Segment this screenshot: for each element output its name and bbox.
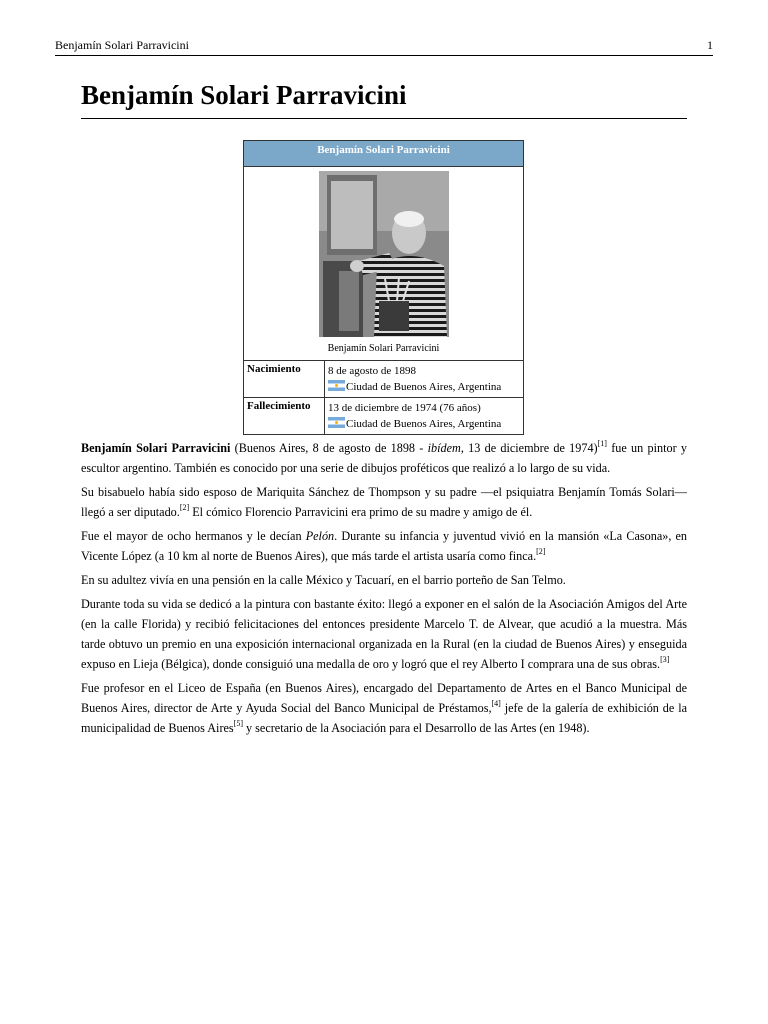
- paragraph-4: En su adultez vivía en una pensión en la calle México y Tacuarí, en el barrio porteño de San Telmo.: [81, 573, 566, 587]
- reference-link[interactable]: [4]: [491, 699, 501, 708]
- page-number: 1: [707, 38, 713, 52]
- infobox-row-death: [244, 398, 524, 435]
- argentina-flag-icon: [328, 417, 345, 428]
- birth-date: 8 de agosto de 1898: [328, 365, 416, 377]
- death-date: 13 de diciembre de 1974 (76 años): [328, 402, 481, 414]
- infobox-row-birth: [244, 361, 524, 398]
- running-header-title: Benjamín Solari Parravicini: [55, 38, 189, 52]
- death-label: Fallecimiento: [244, 398, 325, 435]
- paragraph-3: Fue el mayor de ocho hermanos y le decían Pelón. Durante su infancia y juventud vivió en la mansión «La Casona», en Vicente López (a 10 km al norte de Buenos Aires), que más tarde el artista usaría como finca.[2]: [81, 529, 688, 563]
- infobox-image-cell: [244, 167, 524, 361]
- reference-link[interactable]: [2]: [179, 503, 190, 512]
- paragraph-1: Benjamín Solari Parravicini (Buenos Aires, 8 de agosto de 1898 - ibídem, 13 de diciembre de 1974)[1] fue un pintor y escultor argentino. También es conocido por una serie de dibujos proféticos que realizó a lo largo de su vida.: [81, 439, 688, 475]
- birth-place: [328, 379, 520, 395]
- infobox: [243, 140, 524, 435]
- death-place-link[interactable]: Ciudad de Buenos Aires, Argentina: [346, 418, 502, 430]
- portrait-photo[interactable]: [319, 171, 449, 337]
- page-title: Benjamín Solari Parravicini: [81, 78, 687, 119]
- paragraph-2: Su bisabuelo había sido esposo de Mariquita Sánchez de Thompson y su padre —el psiquiatra Benjamín Tomás Solari— llegó a ser diputado.[2] El cómico Florencio Parravicini era primo de su madre y amigo de él.: [81, 485, 687, 519]
- paragraph-6: Fue profesor en el Liceo de España (en Buenos Aires), encargado del Departamento de Artes en el Banco Municipal de Buenos Aires, director de Arte y Ayuda Social del Banco Municipal de Préstamos,[4] jefe de la galería de exhibición de la municipalidad de Buenos Aires[5] y secretario de la Asociación para el Desarrollo de las Artes (en 1948).: [81, 681, 687, 735]
- birth-label: Nacimiento: [244, 361, 325, 398]
- reference-link[interactable]: [3]: [660, 655, 670, 664]
- reference-link[interactable]: [5]: [233, 719, 243, 728]
- image-caption: Benjamín Solari Parravicini: [327, 343, 440, 354]
- death-place: [328, 416, 520, 432]
- birth-place-link[interactable]: Ciudad de Buenos Aires, Argentina: [346, 381, 502, 393]
- death-value: [325, 398, 524, 435]
- infobox-header: Benjamín Solari Parravicini: [244, 141, 524, 167]
- argentina-flag-icon: [328, 380, 345, 391]
- running-header: [55, 38, 713, 56]
- subject-name: Benjamín Solari Parravicini: [81, 441, 231, 455]
- article-body: [81, 438, 687, 742]
- reference-link[interactable]: [1]: [597, 439, 607, 448]
- birth-value: [325, 361, 524, 398]
- paragraph-5: Durante toda su vida se dedicó a la pintura con bastante éxito: llegó a exponer en el salón de la Asociación Amigos del Arte (en la calle Florida) y recibió felicitaciones del entonces presidente Marcelo T. de Alvear, que acudió a la muestra. Más tarde obtuvo un premio en una exposición internacional organizada en la Rural (en la ciudad de Buenos Aires) y enseguida expuso en Lieja (Bélgica), donde consiguió una medalla de oro y logró que el rey Alberto I comprara una de sus obras.[3]: [81, 597, 687, 671]
- reference-link[interactable]: [2]: [536, 547, 546, 556]
